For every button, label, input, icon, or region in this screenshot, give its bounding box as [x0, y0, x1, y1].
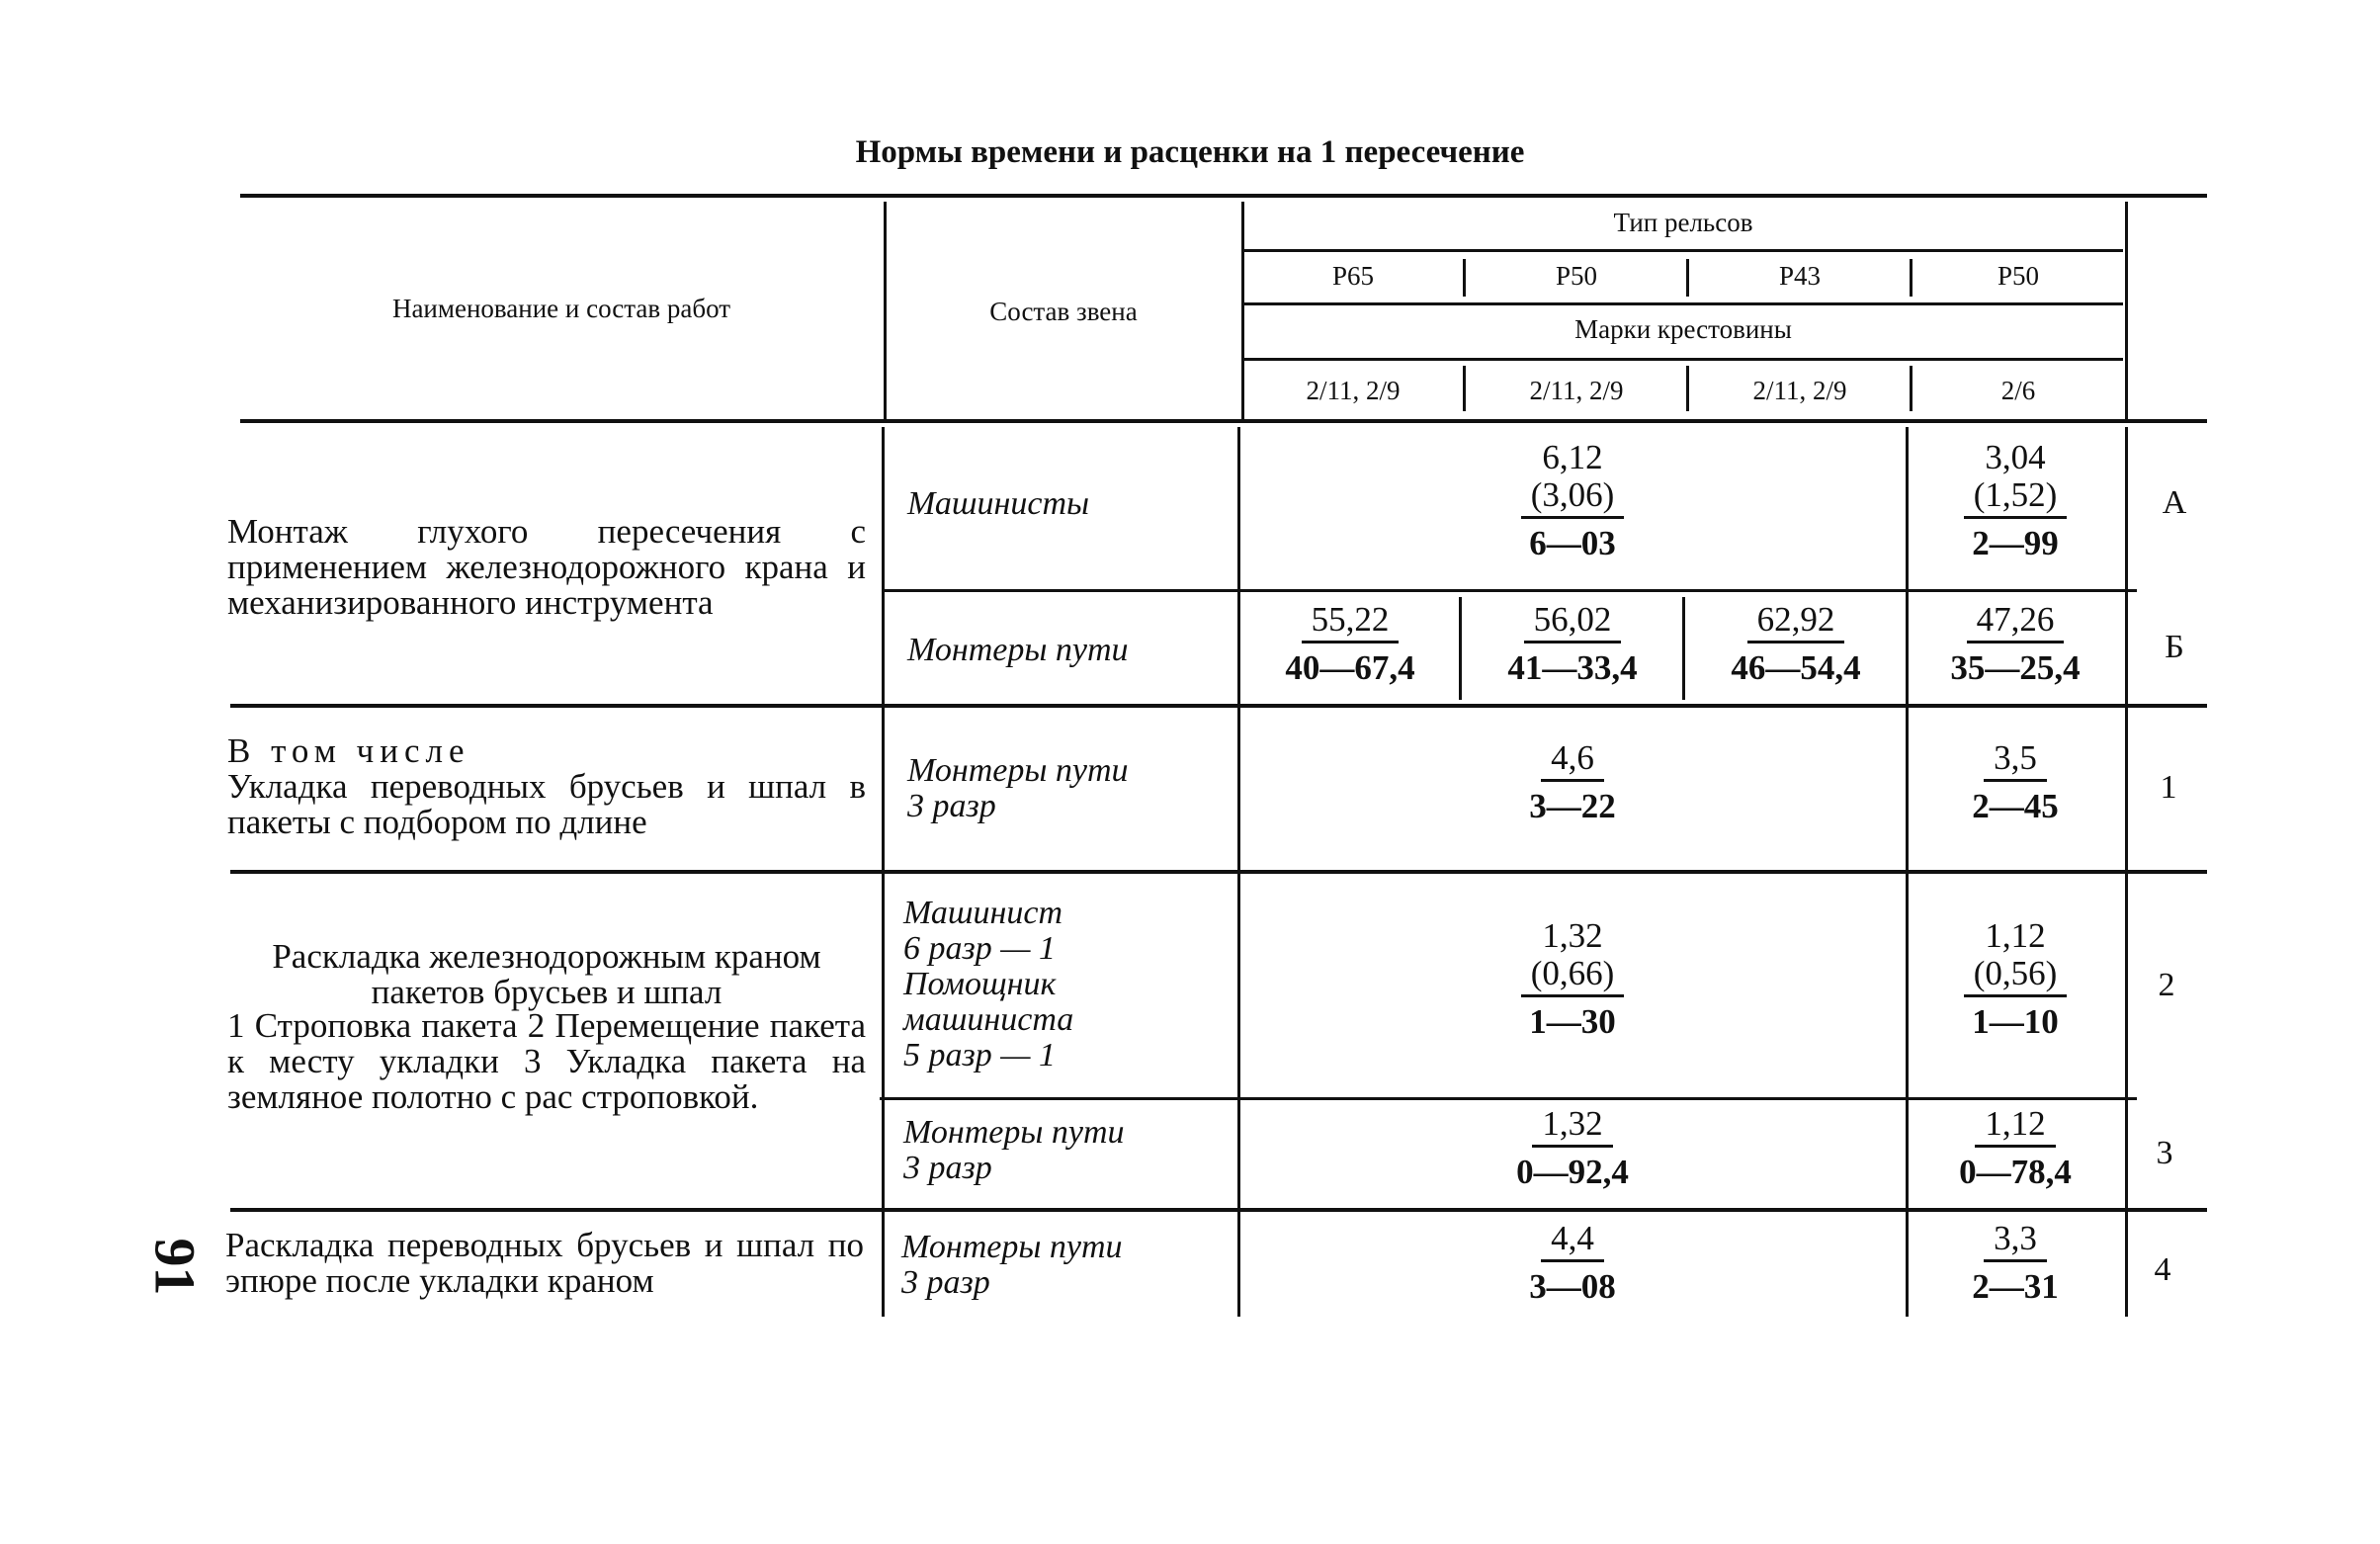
crew-grade: 3 разр [903, 1150, 992, 1186]
row-label: 4 [2154, 1251, 2171, 1288]
value-cell: 56,02 41—33,4 [1507, 600, 1638, 687]
row-rule-2 [230, 870, 2207, 874]
col-rule-last [1906, 427, 1909, 1317]
row-inner-rule-b [880, 1097, 2137, 1100]
page-title: Нормы времени и расценки на 1 пересечение [855, 134, 1525, 170]
crew-label: Монтеры пути [903, 1114, 1125, 1151]
work-prefix: В том числе [227, 731, 470, 770]
header-rail-3: Р43 [1778, 261, 1822, 291]
header-rule-rail [1243, 249, 2123, 252]
value-cell: 55,22 40—67,4 [1285, 600, 1415, 687]
value-cell: 6,12 (3,06) 6—03 [1241, 439, 1904, 562]
row-label: Б [2165, 629, 2184, 665]
col-rule-rail-2 [1686, 259, 1689, 297]
page-number: 91 [142, 1238, 208, 1296]
col-rule-rail-3 [1910, 259, 1912, 297]
crew-line: 6 разр — 1 [903, 930, 1056, 967]
value-cell: 1,12 (0,56) 1—10 [1910, 917, 2121, 1041]
value-cell: 62,92 46—54,4 [1731, 600, 1861, 687]
header-crew: Состав звена [989, 297, 1138, 326]
value-cell: 47,26 35—25,4 [1950, 600, 2081, 687]
work-description: 1 Строповка пакета 2 Перемещение пакета к месту укладки 3 Укладка пакета на земляное полотно с рас строповкой. [227, 1006, 866, 1116]
header-frog-marks: Марки крестовины [1574, 314, 1792, 344]
col-rule-mark-1 [1463, 366, 1466, 411]
row-label: 1 [2160, 769, 2177, 806]
row-label: А [2162, 484, 2187, 521]
col-rule-b-2 [1682, 597, 1685, 700]
header-rail-1: Р65 [1331, 261, 1375, 291]
value-cell: 4,4 3—08 [1529, 1219, 1616, 1306]
crew-label: Монтеры пути [907, 632, 1129, 668]
col-rule-rail-1 [1463, 259, 1466, 297]
work-title-line2: пакетов брусьев и шпал [371, 973, 722, 1011]
header-work: Наименование и состав работ [391, 294, 731, 323]
header-rail-4: Р50 [1997, 261, 2040, 291]
crew-grade: 3 разр [901, 1264, 990, 1301]
work-title-line1: Раскладка железнодорожным краном [272, 937, 821, 976]
table-top-rule [240, 194, 2207, 198]
row-rule-3 [230, 1208, 2207, 1212]
row-label: 3 [2156, 1135, 2173, 1171]
crew-label: Монтеры пути [901, 1229, 1123, 1265]
crew-label: Машинисты [907, 485, 1090, 522]
value-cell: 1,32 (0,66) 1—30 [1241, 917, 1904, 1041]
crew-line: Помощник [903, 966, 1057, 1002]
work-description: Монтаж глухого пересечения с применением железнодорожного крана и механизированного инструмента [227, 512, 866, 622]
col-rule-label-header [2125, 202, 2128, 421]
col-rule-b-1 [1459, 597, 1462, 700]
header-rule-marks [1243, 358, 2123, 361]
work-description: Раскладка переводных брусьев и шпал по эпюре после укладки краном [225, 1226, 864, 1300]
header-rail-2: Р50 [1555, 261, 1598, 291]
col-rule-mark-2 [1686, 366, 1689, 411]
crew-line: машиниста [903, 1001, 1074, 1038]
value-cell: 4,6 3—22 [1529, 738, 1616, 825]
value-cell: 3,3 2—31 [1972, 1219, 2059, 1306]
row-label: 2 [2158, 967, 2175, 1003]
col-rule-mark-3 [1910, 366, 1912, 411]
value-cell: 3,5 2—45 [1972, 738, 2059, 825]
row-rule-1 [230, 704, 2207, 708]
work-description: Укладка переводных брусьев и шпал в пакеты с подбором по длине [227, 767, 866, 841]
crew-line: Машинист [903, 895, 1063, 931]
col-rule-label [2125, 427, 2128, 1317]
value-cell: 3,04 (1,52) 2—99 [1910, 439, 2121, 562]
header-rule-rails [1243, 302, 2123, 305]
header-mark-1: 2/11, 2/9 [1306, 376, 1401, 405]
header-rail-type: Тип рельсов [1613, 208, 1753, 237]
crew-grade: 3 разр [907, 788, 996, 824]
value-cell: 1,12 0—78,4 [1959, 1104, 2072, 1191]
header-mark-4: 2/6 [2000, 376, 2036, 405]
col-rule-values [1237, 427, 1240, 1317]
crew-label: Монтеры пути [907, 752, 1129, 789]
row-inner-rule-a [882, 589, 2137, 592]
crew-line: 5 разр — 1 [903, 1037, 1056, 1073]
col-rule-crew [882, 427, 885, 1317]
value-cell: 1,32 0—92,4 [1516, 1104, 1629, 1191]
header-bottom-rule [240, 419, 2207, 423]
header-mark-3: 2/11, 2/9 [1752, 376, 1847, 405]
header-mark-2: 2/11, 2/9 [1529, 376, 1624, 405]
